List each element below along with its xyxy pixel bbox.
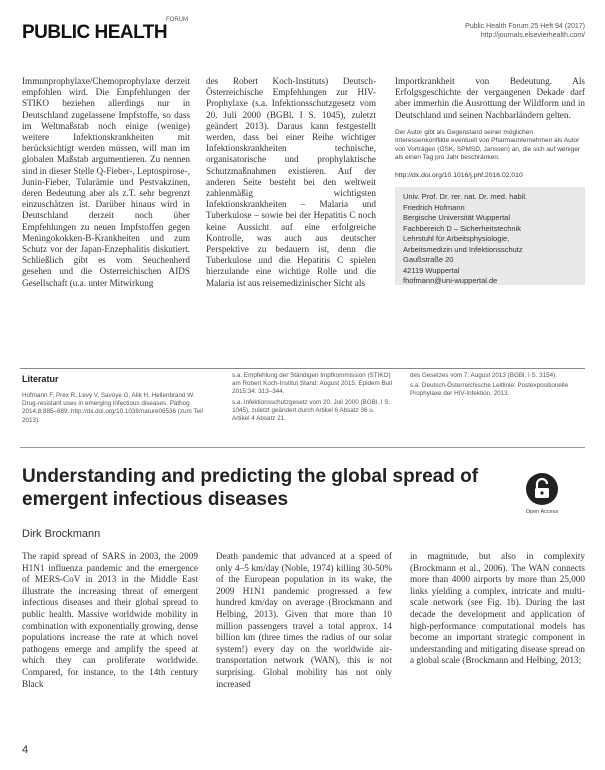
top-column-3-text: Importkrankheit von Bedeutung. Als Erfolgsgeschichte der vergangenen Dekade darf aber immerhin die Ausrottung der Wildform und in Deutschland und seinen Nachbarländern gelten. [395, 76, 585, 120]
address-line: Lehrstuhl für Arbeitsphysiologie, [403, 234, 510, 244]
top-column-1 [22, 76, 190, 289]
article-title: Understanding and predicting the global spread of emergent infectious diseases [22, 466, 479, 510]
address-line: Gaußstraße 20 [403, 255, 454, 265]
article-column-1 [22, 551, 198, 690]
top-column-1-text: Immunprophylaxe/Chemoprophylaxe derzeit empfohlen wird. Die Empfehlungen der STIKO beziehen allerdings nur in Deutschland zugelassene Impfstoffe, so dass im Weltmaßstab noch einige (wenige) weitere Infektionskrankheiten mit berücksichtigt werden müssen, will man im globalen Maßstab argumentieren. Zu nennen sind in dieser Stelle Q-Fieber-, Leptospirose-, Junin-Fieber, Tularämie und Pestvakzinen, deren Bedeutung aber als z.T. sehr begrenzt einzuschätzen ist. Darüber hinaus wird in Deutschland derzeit noch über Empfehlungen zu neuen Impfstoffen gegen Meningokokken-B-Krankheiten und zum Schutz vor der Japan-Enzephalitis diskutiert. Schließlich gibt es vom Seuchenherd gesehen und die Osterreichischen AIDS Gesellschaft (u.a. unter Mitwirkung [22, 76, 190, 288]
journal-url[interactable]: http://journals.elsevierhealth.com/ [480, 32, 585, 39]
open-access-label: Open Access [525, 509, 559, 515]
literature-column-3 [410, 372, 585, 401]
address-line: 42119 Wuppertal [403, 265, 460, 275]
open-access-icon [525, 472, 559, 506]
article-column-2-text: Death pandemic that advanced at a speed of only 4–5 km/day (Noble, 1974) killing 30-50% of the European population in its wake, the 2009 H1N1 pandemic progressed a few hundred km/day on average (Brockmann and Helbing, 2013). Given that more than 10 million passengers travel a total approx. 14 billion km (three times the radius of our solar system!) every day on the worldwide air-transportation network (WAN), this is not surprising. Global mobility has not only increased [216, 551, 392, 689]
literature-heading: Literatur [22, 374, 59, 384]
article-author: Dirk Brockmann [22, 528, 101, 540]
article-column-2 [216, 551, 392, 690]
article-column-3 [410, 551, 585, 667]
reference-item: Hofmann F, Prex R, Levy V, Savoye G, Alik H, Hellenbrand W. Drug-resistant uses in emerging infectious diseases. Pathog 2014;8:885–889. http://dx.doi.org/10.1038/nature06536 (zum Teil 2013). [22, 392, 203, 424]
journal-info [385, 22, 585, 40]
reference-item: s.a. Deutsch-Österreichische Leitlinie: Postexpositionelle Prophylaxe der HIV-Infektion, 2013. [410, 382, 569, 398]
top-column-2-text: des Robert Koch-Instituts) Deutsch-Österreichische Empfehlungen zur HIV-Prophylaxe (s.a. Infektionsschutzgesetz vom 20. Juli 2000 (BGBl. I S. 1045), zuletzt geändert 2013). Daraus kann festgestellt werden, dass bei einer Reihe wichtiger Infektionskrankheiten technische, organisatorische und prophylaktische Schutzmaßnahmen existieren. Auf der anderen Seite besteht bei den weltweit zahlenmäßig wichtigsten Infektionskrankheiten – Malaria und Tuberkulose – sowie bei der Hepatitis C noch keine Aussicht auf eine erfolgreiche Kontrolle, was auch aus deutscher Perspektive zu bedauern ist, denn die Tuberkulose und die Hepatitis C spielen hierzulande eine wichtige Rolle und die Malaria ist aus reisemedizinischer Sicht als [206, 76, 376, 288]
address-line: Fachbereich D – Sicherheitstechnik [403, 223, 521, 233]
article-column-1-text: The rapid spread of SARS in 2003, the 2009 H1N1 influenza pandemic and the emergence of MERS-CoV in 2013 in the Middle East illustrate the increasing threat of emergent infectious diseases and their global spread to public health. Massive worldwide mobility in combination with exponentially growing, dense populations increase the rate at which novel pathogens emerge and amplify the speed at which they can proliferate worldwide. Compared, for instance, to the 14th century Black [22, 551, 198, 689]
author-address-box [395, 187, 585, 285]
doi-link[interactable]: http://dx.doi.org/10.1016/j.phf.2016.02.010 [395, 172, 523, 180]
top-column-2 [206, 76, 376, 289]
reference-item: s.a. Infektionsschutzgesetz vom 20. Juli 2000 (BGBl. I S. 1045), zuletzt geändert durch Artikel 6 Absatz 36 u. Artikel 4 Absatz 21. [232, 398, 391, 423]
literature-column-1 [22, 392, 212, 427]
journal-citation: Public Health Forum 25 Heft 94 (2017) [465, 23, 585, 30]
conflict-of-interest-note: Der Autor gibt als Gegenstand seiner möglichen Interessenkonflikte eventuell von Pharmaunternehmen als Autor von Vorträgen (GSK, SPMSD, Janssen) an, die sich auf weniger als einen Tag pro Jahr beschränken. [395, 128, 580, 162]
reference-item: des Gesetzes vom 7. August 2013 (BGBl. I S. 3154). [410, 372, 558, 379]
literature-divider [20, 368, 585, 369]
top-column-3 [395, 76, 585, 285]
address-line: Friedrich Hofmann [403, 202, 465, 212]
journal-logo: PUBLIC HEALTH [22, 22, 168, 43]
literature-column-2 [232, 372, 392, 425]
journal-logo-sup: FORUM [166, 17, 188, 23]
page-number: 4 [22, 744, 29, 756]
section-divider [20, 447, 585, 448]
address-email[interactable]: fhofmann@uni-wuppertal.de [403, 276, 498, 286]
address-line: Univ. Prof. Dr. rer. nat. Dr. med. habil. [403, 192, 528, 202]
reference-item: s.a. Empfehlung der Ständigen Impfkommission (STIKO) am Robert Koch-Institut Stand: August 2015. Epidem Bull 2015;34: 313–344. [232, 372, 392, 396]
address-line: Bergische Universität Wuppertal [403, 213, 510, 223]
address-line: Arbeitsmedizin und Infektionsschutz [403, 244, 523, 254]
article-column-3-text: in magnitude, but also in complexity (Brockmann et al., 2006). The WAN connects more than 4000 airports by more than 25,000 links yielding a complex, intricate and multi-scale network (see Fig. 1b). During the last decade the development and application of high-performance computational models has become an important strategic component in understanding and mitigating disease spread on a global scale (Brockmann and Helbing, 2013; [410, 551, 585, 666]
